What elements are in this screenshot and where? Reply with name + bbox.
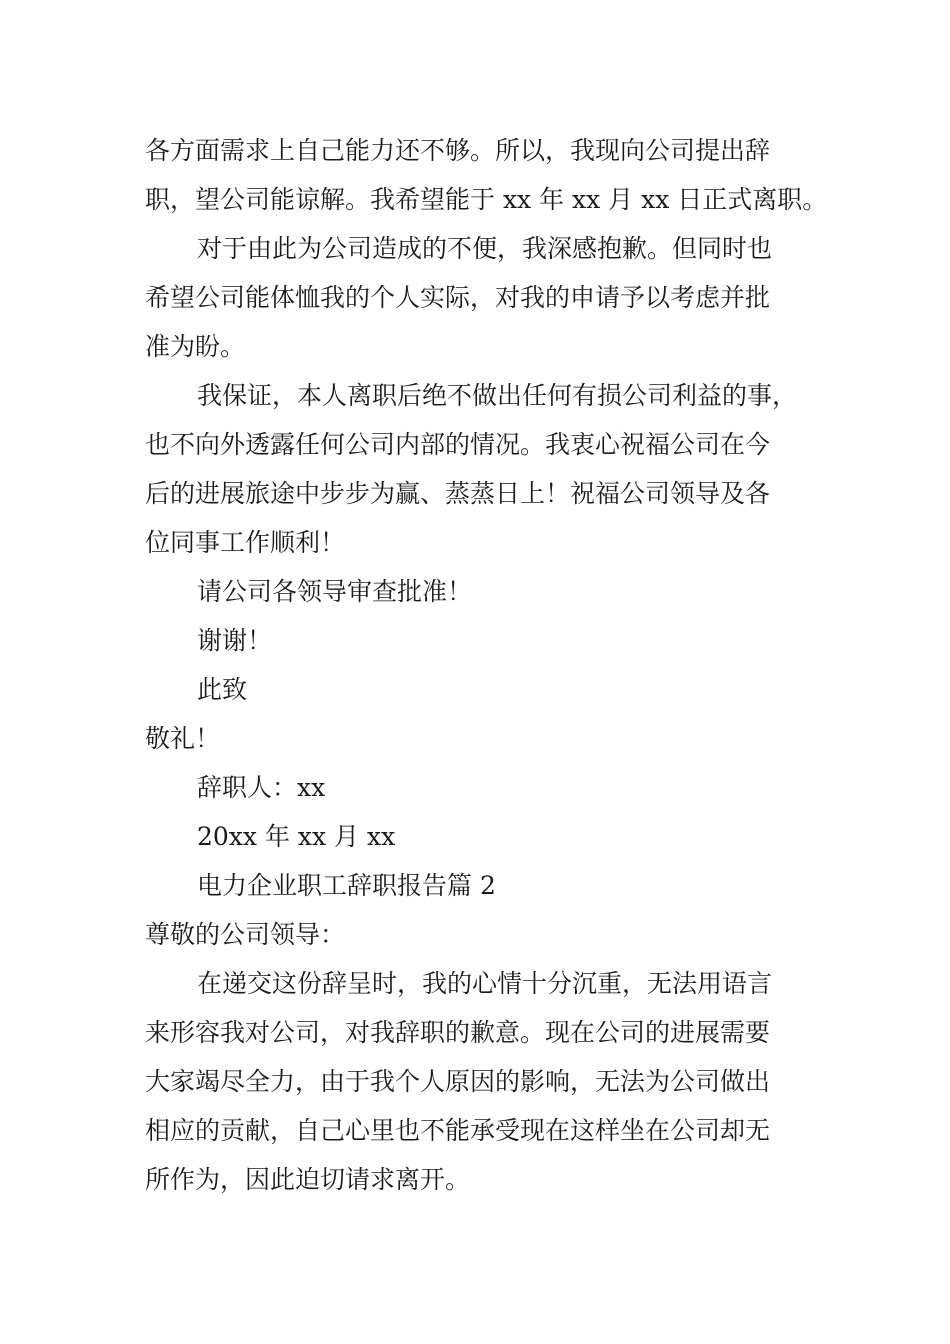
paragraph-line: 希望公司能体恤我的个人实际，对我的申请予以考虑并批 (145, 283, 771, 312)
signature-line: 辞职人：xx (197, 773, 326, 802)
paragraph-line: 在递交这份辞呈时，我的心情十分沉重，无法用语言 (197, 969, 773, 998)
paragraph-line: 谢谢！ (197, 626, 273, 655)
section-title: 电力企业职工辞职报告篇 2 (197, 871, 496, 900)
paragraph-line: 准为盼。 (145, 332, 246, 361)
salutation-line: 敬礼！ (145, 724, 221, 753)
paragraph-line: 对于由此为公司造成的不便，我深感抱歉。但同时也 (197, 234, 773, 263)
paragraph-line: 大家竭尽全力，由于我个人原因的影响，无法为公司做出 (145, 1067, 771, 1096)
paragraph-line: 我保证，本人离职后绝不做出任何有损公司利益的事， (197, 381, 798, 410)
paragraph-line: 相应的贡献，自己心里也不能承受现在这样坐在公司却无 (145, 1116, 771, 1145)
paragraph-line: 职，望公司能谅解。我希望能于 xx 年 xx 月 xx 日正式离职。 (145, 185, 828, 214)
paragraph-line: 位同事工作顺利！ (145, 528, 346, 557)
paragraph-line: 后的进展旅途中步步为赢、蒸蒸日上！祝福公司领导及各 (145, 479, 771, 508)
greeting-line: 尊敬的公司领导： (145, 920, 346, 949)
paragraph-line: 也不向外透露任何公司内部的情况。我衷心祝福公司在今 (145, 430, 771, 459)
closing-line: 此致 (197, 675, 248, 704)
paragraph-line: 各方面需求上自己能力还不够。所以，我现向公司提出辞 (145, 136, 771, 165)
paragraph-line: 来形容我对公司，对我辞职的歉意。现在公司的进展需要 (145, 1018, 771, 1047)
date-line: 20xx 年 xx 月 xx (197, 822, 396, 851)
paragraph-line: 请公司各领导审查批准！ (197, 577, 473, 606)
document-body (145, 126, 828, 1204)
paragraph-line: 所作为，因此迫切请求离开。 (145, 1165, 471, 1194)
